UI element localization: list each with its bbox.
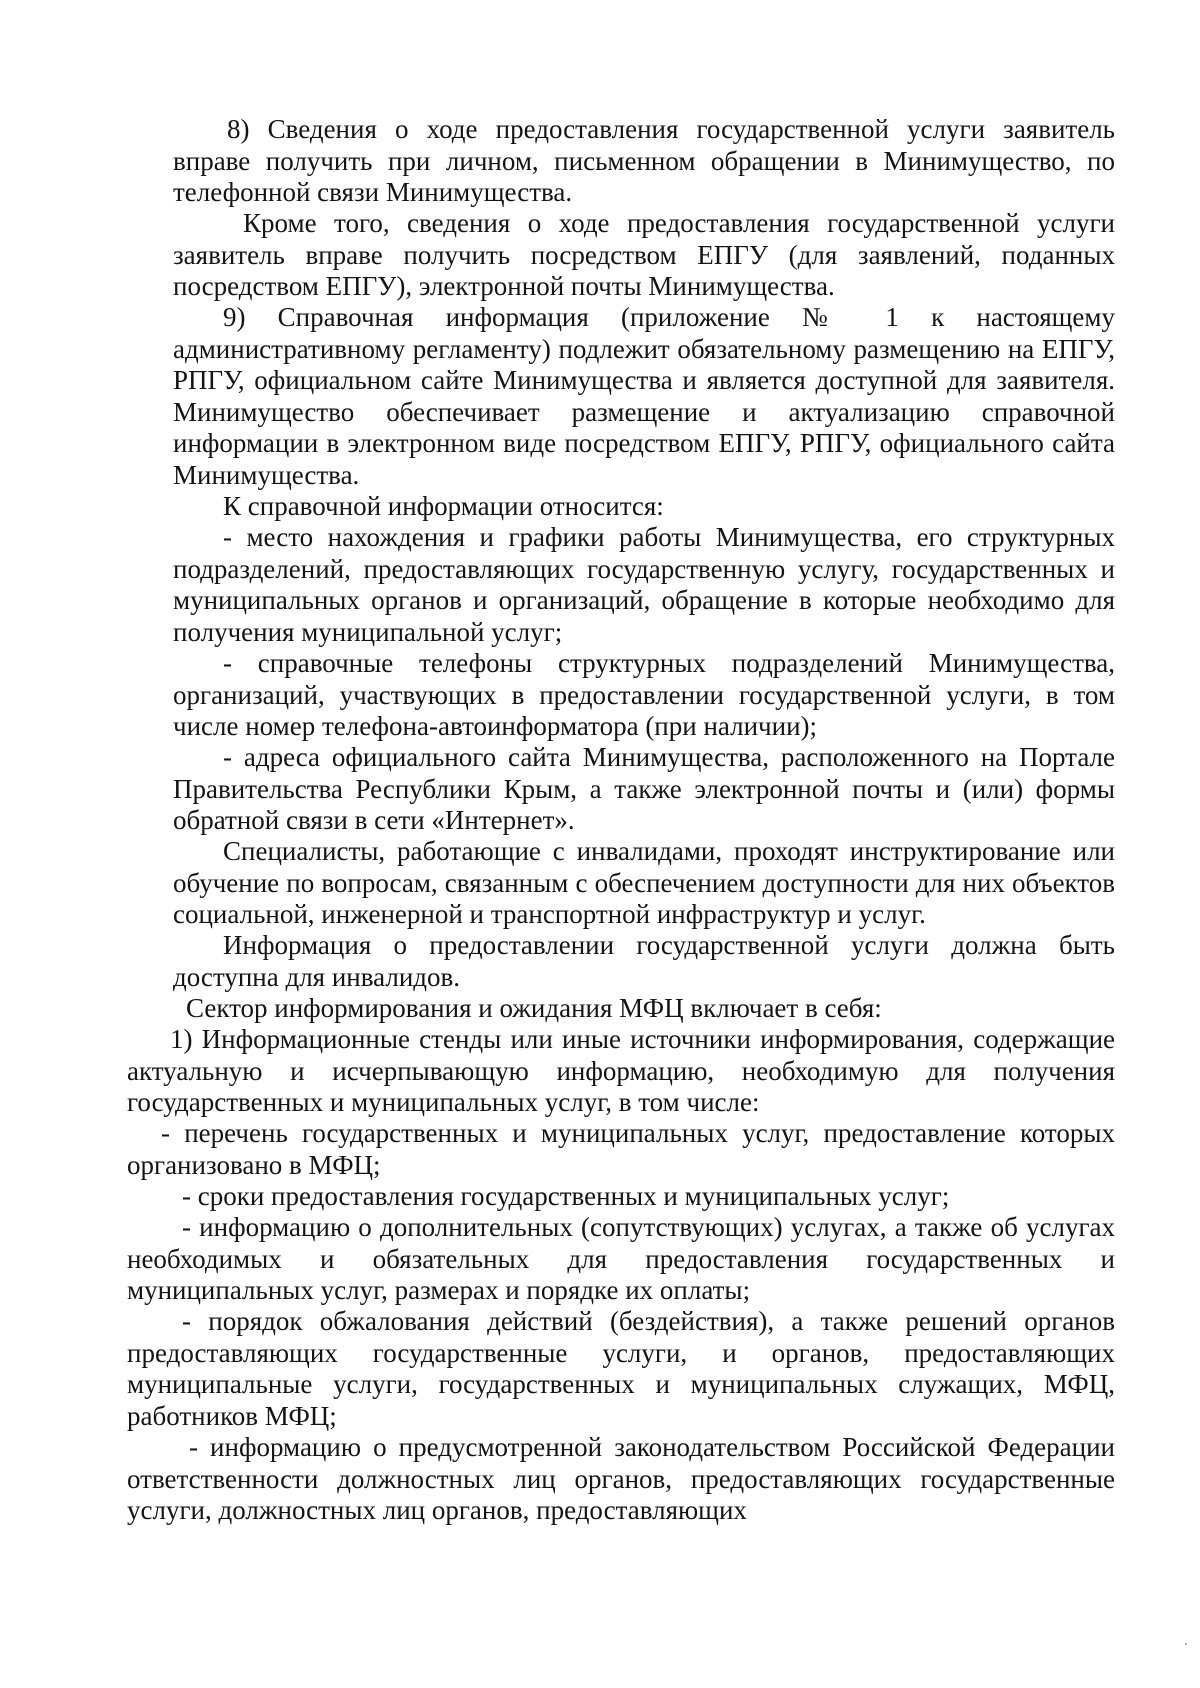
- list-item-reference-phones: - справочные телефоны структурных подразделений Минимущества, организаций, участвующих в предоставлении государственной услуги, в том числе номер телефона-автоинформатора (при наличии);: [173, 648, 1115, 741]
- paragraph-reference-info-includes: К справочной информации относится:: [223, 491, 664, 521]
- list-item-appeal-procedure: - порядок обжалования действий (бездействия), а также решений органов предоставляющих государственные услуги, и органов, предоставляющих муниципальные услуги, государственных и муниципальных служащих, МФЦ, работников МФЦ;: [127, 1306, 1115, 1431]
- paragraph-specialists-disabled: Специалисты, работающие с инвалидами, проходят инструктирование или обучение по вопросам, связанным с обеспечением доступности для них объектов социальной, инженерной и транспортной инфраструктур и услуг.: [173, 836, 1115, 929]
- list-item-service-deadlines: - сроки предоставления государственных и муниципальных услуг;: [182, 1181, 950, 1211]
- list-item-liability-info: - информацию о предусмотренной законодательством Российской Федерации ответственности должностных лиц органов, предоставляющих государственные услуги, должностных лиц органов, предоставляющих: [127, 1432, 1115, 1525]
- paragraph-1-info-stands: 1) Информационные стенды или иные источники информирования, содержащие актуальную и исчерпывающую информацию, необходимую для получения государственных и муниципальных услуг, в том числе:: [127, 1024, 1115, 1117]
- paragraph-progress-info-epgu: Кроме того, сведения о ходе предоставления государственной услуги заявитель вправе получить посредством ЕПГУ (для заявлений, поданных посредством ЕПГУ), электронной почты Минимущества.: [173, 208, 1115, 301]
- paragraph-info-accessibility: Информация о предоставлении государственной услуги должна быть доступна для инвалидов.: [173, 930, 1115, 992]
- paragraph-mfc-sector: Сектор информирования и ожидания МФЦ включает в себя:: [186, 993, 882, 1023]
- list-item-services-list: - перечень государственных и муниципальных услуг, предоставление которых организовано в МФЦ;: [127, 1118, 1115, 1180]
- list-item-additional-services: - информацию о дополнительных (сопутствующих) услугах, а также об услугах необходимых и обязательных для предоставления государственных и муниципальных услуг, размерах и порядке их оплаты;: [127, 1212, 1115, 1305]
- paragraph-9-reference-info: 9) Справочная информация (приложение № 1 к настоящему административному регламенту) подлежит обязательному размещению на ЕПГУ, РПГУ, официальном сайте Минимущества и является доступной для заявителя. Минимущество обеспечивает размещение и актуализацию справочной информации в электронном виде посредством ЕПГУ, РПГУ, официального сайта Минимущества.: [173, 302, 1115, 490]
- scan-speck: [1185, 1643, 1187, 1645]
- paragraph-8-progress-info: 8) Сведения о ходе предоставления государственной услуги заявитель вправе получить при личном, письменном обращении в Минимущество, по телефонной связи Минимущества.: [173, 114, 1115, 207]
- list-item-location-schedule: - место нахождения и графики работы Минимущества, его структурных подразделений, предоставляющих государственную услугу, государственных и муниципальных органов и организаций, обращение в которые необходимо для получения муниципальной услуг;: [173, 522, 1115, 647]
- list-item-website-addresses: - адреса официального сайта Минимущества, расположенного на Портале Правительства Республики Крым, а также электронной почты и (или) формы обратной связи в сети «Интернет».: [173, 742, 1115, 835]
